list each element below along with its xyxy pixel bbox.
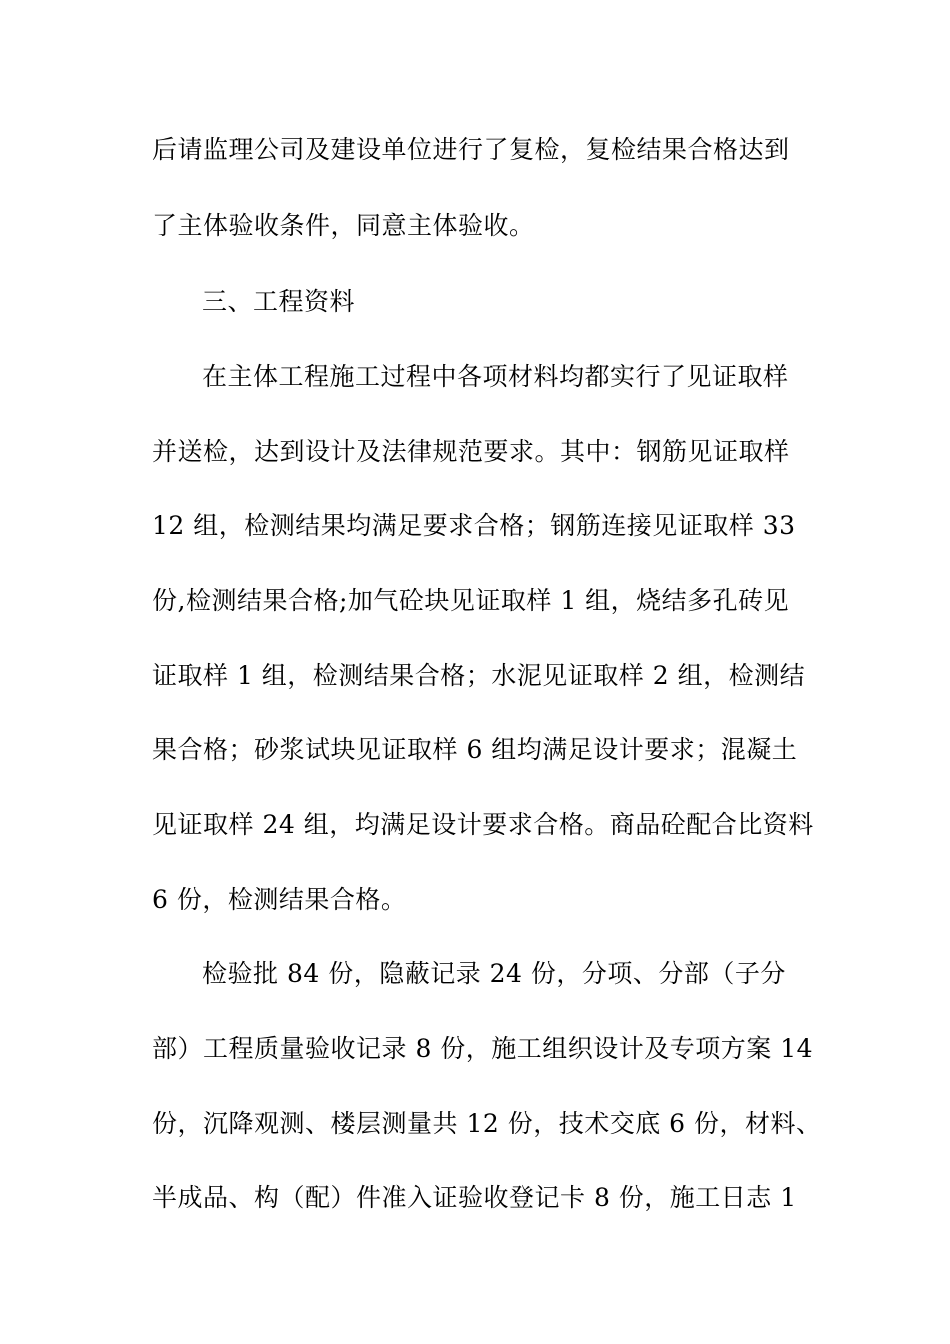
paragraph-line: 了主体验收条件，同意主体验收。 [152, 211, 535, 240]
paragraph-line: 后请监理公司及建设单位进行了复检，复检结果合格达到 [152, 135, 790, 164]
paragraph-line: 份，沉降观测、楼层测量共 12 份，技术交底 6 份，材料、 [152, 1109, 822, 1138]
paragraph-line: 证取样 1 组，检测结果合格；水泥见证取样 2 组，检测结 [152, 661, 806, 690]
paragraph-line: 并送检，达到设计及法律规范要求。其中：钢筋见证取样 [152, 437, 790, 466]
paragraph-line: 12 组，检测结果均满足要求合格；钢筋连接见证取样 33 [152, 511, 796, 540]
paragraph-line: 果合格；砂浆试块见证取样 6 组均满足设计要求；混凝土 [152, 735, 798, 764]
paragraph-line: 检验批 84 份，隐蔽记录 24 份，分项、分部（子分 [202, 959, 786, 988]
paragraph-line: 份,检测结果合格;加气砼块见证取样 1 组，烧结多孔砖见 [152, 586, 790, 615]
paragraph-line: 见证取样 24 组，均满足设计要求合格。商品砼配合比资料 [152, 810, 814, 839]
paragraph-line: 在主体工程施工过程中各项材料均都实行了见证取样 [202, 362, 789, 391]
paragraph-line: 部）工程质量验收记录 8 份，施工组织设计及专项方案 14 [152, 1034, 814, 1063]
paragraph-line: 6 份，检测结果合格。 [152, 885, 407, 914]
section-heading: 三、工程资料 [202, 287, 356, 316]
paragraph-line: 半成品、构（配）件准入证验收登记卡 8 份，施工日志 1 [152, 1183, 797, 1212]
